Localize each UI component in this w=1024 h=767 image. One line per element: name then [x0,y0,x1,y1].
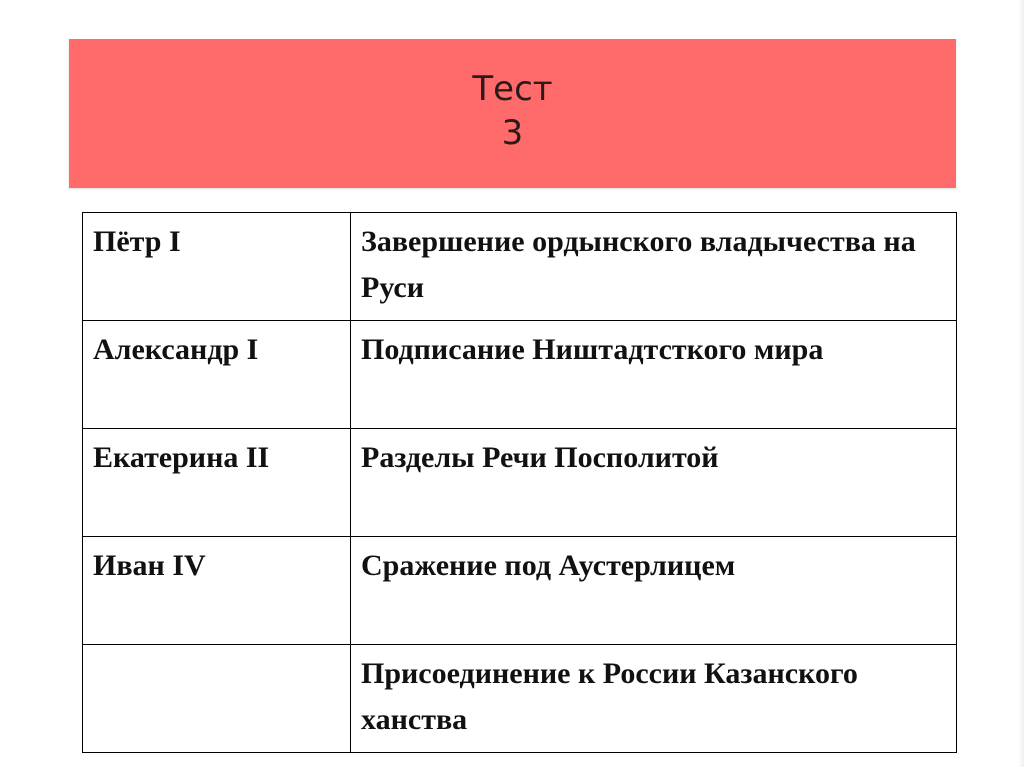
event-cell: Сражение под Аустерлицем [351,537,957,645]
event-cell: Подписание Ништадтсткого мира [351,321,957,429]
ruler-cell [83,645,351,753]
event-cell: Присоединение к России Казанского ханства [351,645,957,753]
title-number: 3 [501,112,524,153]
slide-edge-shadow [1018,0,1024,767]
table-row [83,645,957,753]
ruler-cell: Екатерина II [83,429,351,537]
table-row [83,537,957,645]
title-text: Тест [472,68,553,109]
ruler-cell: Александр I [83,321,351,429]
title-banner [69,39,956,188]
ruler-cell: Пётр I [83,213,351,321]
event-cell: Разделы Речи Посполитой [351,429,957,537]
table-row [83,321,957,429]
matching-table [82,212,957,753]
event-cell: Завершение ордынского владычества на Руси [351,213,957,321]
table-row [83,429,957,537]
table-row [83,213,957,321]
ruler-cell: Иван IV [83,537,351,645]
